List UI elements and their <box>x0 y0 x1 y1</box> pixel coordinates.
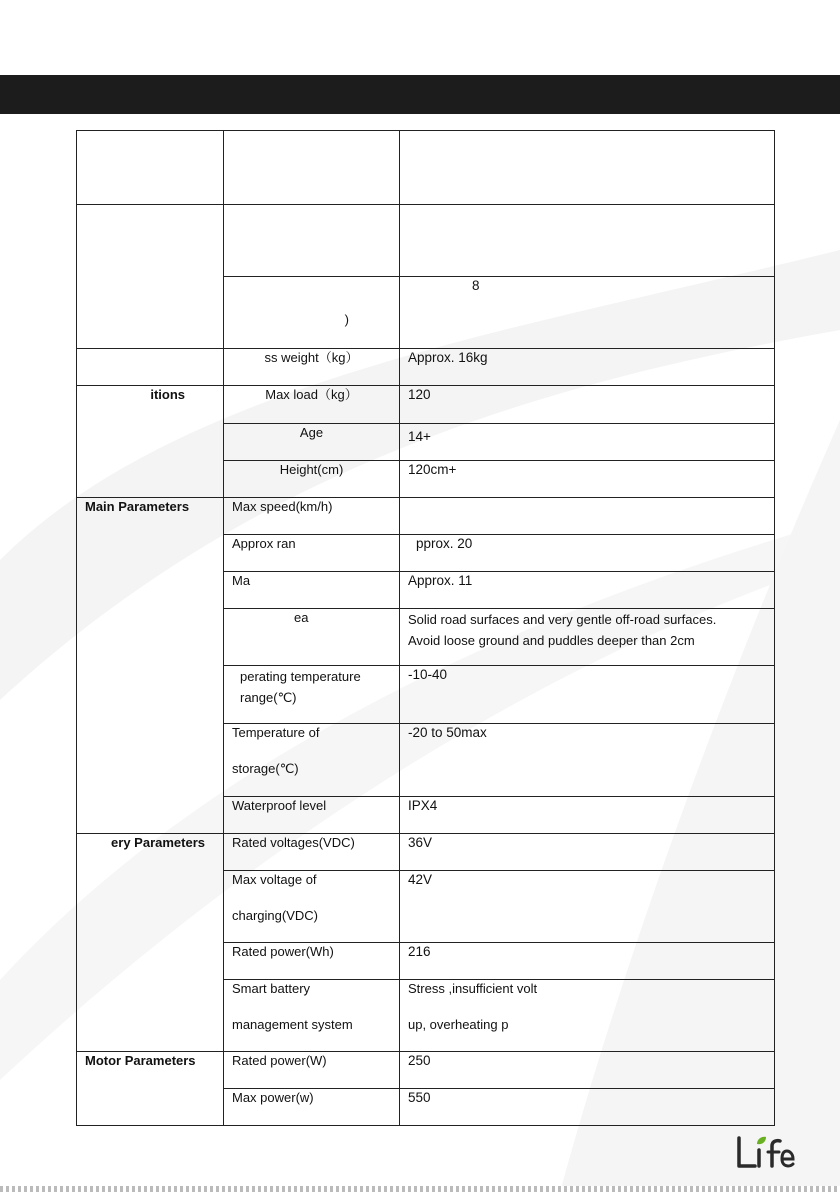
value-cell: 8 <box>400 277 775 349</box>
param-cell: Rated voltages(VDC) <box>224 834 400 871</box>
value-cell: IPX4 <box>400 797 775 834</box>
value-cell: Stress ,insufficient volt up, overheating p <box>400 980 775 1052</box>
value-cell: -20 to 50max <box>400 724 775 797</box>
param-cell: Approx ran <box>224 535 400 572</box>
table-row <box>77 205 775 277</box>
value-cell: Approx. 16kg <box>400 349 775 386</box>
category-cell <box>77 349 224 386</box>
value-cell: Approx. 11 <box>400 572 775 609</box>
value-cell <box>400 131 775 205</box>
param-cell: Max speed(km/h) <box>224 498 400 535</box>
category-cell: Main Parameters <box>77 498 224 834</box>
category-cell: ery Parameters <box>77 834 224 1052</box>
value-cell: -10-40 <box>400 666 775 724</box>
category-cell: itions <box>77 386 224 498</box>
param-cell: Smart battery management system <box>224 980 400 1052</box>
category-cell: Motor Parameters <box>77 1052 224 1126</box>
value-cell: 120cm+ <box>400 461 775 498</box>
param-cell: Rated power(W) <box>224 1052 400 1089</box>
param-cell: Max load（kg） <box>224 386 400 424</box>
param-cell: ea <box>224 609 400 666</box>
value-cell <box>400 498 775 535</box>
param-cell <box>224 205 400 277</box>
category-cell <box>77 205 224 349</box>
param-cell: Temperature of storage(℃) <box>224 724 400 797</box>
param-cell: Waterproof level <box>224 797 400 834</box>
param-cell: ss weight（kg） <box>224 349 400 386</box>
param-cell: Rated power(Wh) <box>224 943 400 980</box>
param-cell: Ma <box>224 572 400 609</box>
value-cell <box>400 205 775 277</box>
value-cell: 250 <box>400 1052 775 1089</box>
param-cell: ) <box>224 277 400 349</box>
param-cell: perating temperature range(℃) <box>224 666 400 724</box>
param-cell: Height(cm) <box>224 461 400 498</box>
life-logo <box>735 1132 795 1172</box>
table-row <box>77 131 775 205</box>
table-row <box>77 386 775 424</box>
param-cell <box>224 131 400 205</box>
param-cell: Max power(w) <box>224 1089 400 1126</box>
table-row <box>77 834 775 871</box>
table-row <box>77 498 775 535</box>
value-cell: pprox. 20 <box>400 535 775 572</box>
param-cell: Age <box>224 424 400 461</box>
value-cell: 120 <box>400 386 775 424</box>
value-cell: 216 <box>400 943 775 980</box>
table-row <box>77 349 775 386</box>
param-cell: Max voltage of charging(VDC) <box>224 871 400 943</box>
value-cell: 36V <box>400 834 775 871</box>
value-cell: Solid road surfaces and very gentle off-road surfaces. Avoid loose ground and puddles deeper than 2cm <box>400 609 775 666</box>
value-cell: 42V <box>400 871 775 943</box>
table-row <box>77 1052 775 1089</box>
value-cell: 14+ <box>400 424 775 461</box>
value-cell: 550 <box>400 1089 775 1126</box>
header-bar <box>0 75 840 114</box>
footer-scan-edge <box>0 1186 840 1192</box>
category-cell <box>77 131 224 205</box>
spec-table <box>76 130 775 1126</box>
